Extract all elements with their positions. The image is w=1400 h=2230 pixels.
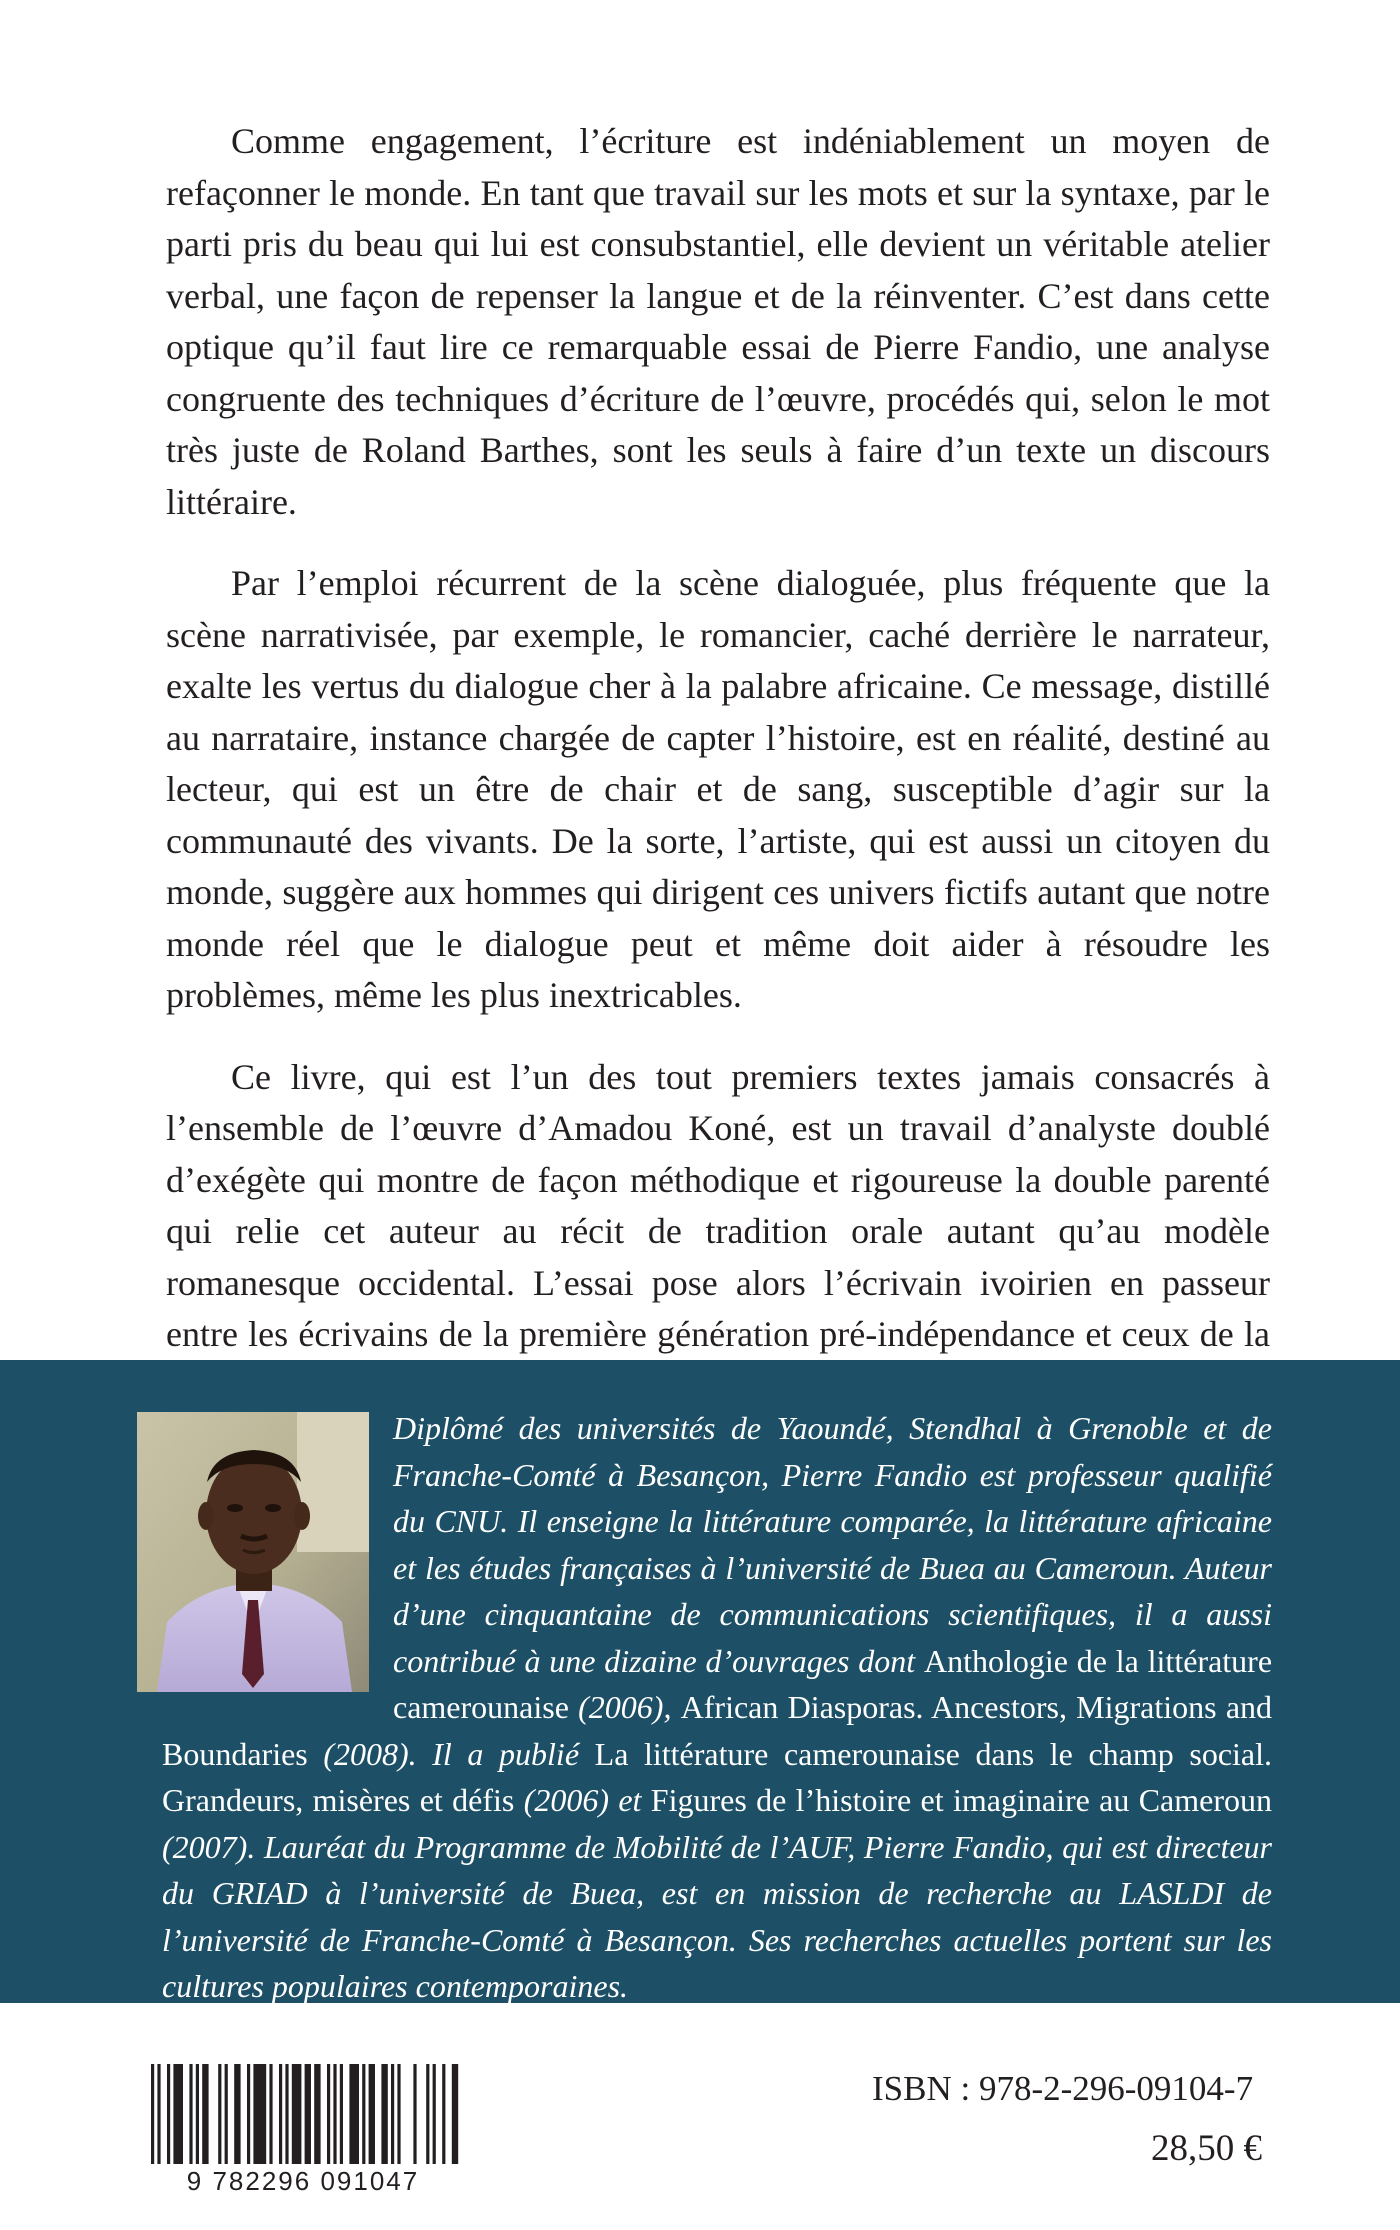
bio-text-5: (2007). Lauréat du Programme de Mobilité de l’AUF, Pierre Fandio, qui est directeur du GRIAD à l’université de Buea, est en mission de recherche au LASLDI de l’université de Franche-Comté à Besançon. Ses recherches actuelles portent sur les cultures populaires contemporaines. xyxy=(162,1828,1272,2004)
barcode-bar xyxy=(369,2064,375,2164)
barcode-bar xyxy=(151,2064,154,2164)
barcode-bar xyxy=(340,2064,343,2164)
barcode-bar xyxy=(225,2064,228,2164)
barcode-bar xyxy=(196,2064,199,2164)
barcode-bar xyxy=(167,2064,170,2164)
barcode-bar xyxy=(292,2064,302,2164)
barcode xyxy=(127,2062,479,2198)
barcode-bar xyxy=(253,2064,266,2164)
barcode-bar xyxy=(381,2064,387,2164)
barcode-bar xyxy=(397,2064,400,2164)
barcode-bar xyxy=(333,2064,336,2164)
photo-text-wrap xyxy=(162,1405,393,1701)
bio-text-4: (2006) et xyxy=(523,1782,642,1818)
blurb-paragraph-1: Comme engagement, l’écriture est indéniablement un moyen de refaçonner le monde. En tant que travail sur les mots et sur la syntaxe, par le parti pris du beau qui lui est consubstantiel, elle devient un véritable atelier verbal, une façon de repenser la langue et de la réinventer. C’est dans cette optique qu’il faut lire ce remarquable essai de Pierre Fandio, une analyse congruente des techniques d’écriture de l’œuvre, procédés qui, selon le mot très juste de Roland Barthes, sont les seuls à faire d’un texte un discours littéraire. xyxy=(166,121,1270,522)
blurb-paragraph-2: Par l’emploi récurrent de la scène dialoguée, plus fréquente que la scène narrativisée, par exemple, le romancier, caché derrière le narrateur, exalte les vertus du dialogue cher à la palabre africaine. Ce message, distillé au narrataire, instance chargée de capter l’histoire, est en réalité, destiné au lecteur, qui est un être de chair et de sang, susceptible d’agir sur la communauté des vivants. De la sorte, l’artiste, qui est aussi un citoyen du monde, suggère aux hommes qui dirigent ces univers fictifs autant que notre monde réel que le dialogue peut et même doit aider à résoudre les problèmes, même les plus inextricables. xyxy=(166,563,1270,1015)
barcode-bar xyxy=(442,2064,445,2164)
barcode-bar xyxy=(234,2064,240,2164)
barcode-digits: 9 782296 091047 xyxy=(186,2166,420,2196)
barcode-bar xyxy=(269,2064,272,2164)
isbn: ISBN : 978-2-296-09104-7 xyxy=(872,2069,1254,2108)
barcode-bar xyxy=(426,2064,429,2164)
back-cover-blurb xyxy=(166,116,1270,1442)
bio-title-1: Anthologie de la littérature camerounaise xyxy=(393,1642,1273,1725)
bio-title-2: African Diasporas. Ancestors, Migrations and Boundaries xyxy=(162,1689,1273,1772)
barcode-bar xyxy=(305,2064,311,2164)
barcode-bar xyxy=(247,2064,250,2164)
barcode-bar xyxy=(362,2064,365,2164)
bio-title-4: Figures de l’histoire et imaginaire au Cameroun xyxy=(650,1782,1273,1818)
barcode-bar xyxy=(391,2064,394,2164)
barcode-bar xyxy=(433,2064,436,2164)
blurb-paragraph-3: Ce livre, qui est l’un des tout premiers textes jamais consacrés à l’ensemble de l’œuvre d’Amadou Koné, est un travail d’analyste doublé d’exégète qui montre de façon méthodique et rigoureuse la double parenté qui relie cet auteur au récit de tradition orale autant qu’au modèle romanesque occidental. L’essai pose alors l’écrivain ivoirien en passeur entre les écrivains de la première génération pré-indépendance et ceux de la xyxy=(166,1056,1270,1354)
barcode-bar xyxy=(279,2064,282,2164)
barcode-bars xyxy=(151,2064,458,2164)
barcode-bar xyxy=(202,2064,208,2164)
bio-text-3: (2008). Il a publié xyxy=(323,1735,580,1772)
barcode-bar xyxy=(285,2064,288,2164)
barcode-bar xyxy=(157,2064,160,2164)
barcode-bar xyxy=(218,2064,221,2164)
barcode-bar xyxy=(314,2064,320,2164)
bio-text-2: (2006), xyxy=(578,1689,672,1725)
bio-title-3: La littérature camerounaise dans le champ social. Grandeurs, misères et défis xyxy=(162,1735,1273,1818)
bio-text-1: Diplômé des universités de Yaoundé, Stendhal à Grenoble et de Franche-Comté à Besançon, Pierre Fandio est professeur qualifié du CNU. Il enseigne la littérature comparée, la littérature africaine et les études françaises à l’université de Buea au Cameroun. Auteur d’une cinquantaine de communications scientifiques, il a aussi contribué à une dizaine d’ouvrages dont xyxy=(393,1410,1272,1679)
barcode-bar xyxy=(452,2064,458,2164)
barcode-bar xyxy=(327,2064,330,2164)
author-bio xyxy=(162,1405,1272,2010)
barcode-bar xyxy=(349,2064,359,2164)
barcode-bar xyxy=(413,2064,416,2164)
barcode-bar xyxy=(173,2064,183,2164)
barcode-bar xyxy=(189,2064,192,2164)
price: 28,50 € xyxy=(1151,2128,1262,2169)
